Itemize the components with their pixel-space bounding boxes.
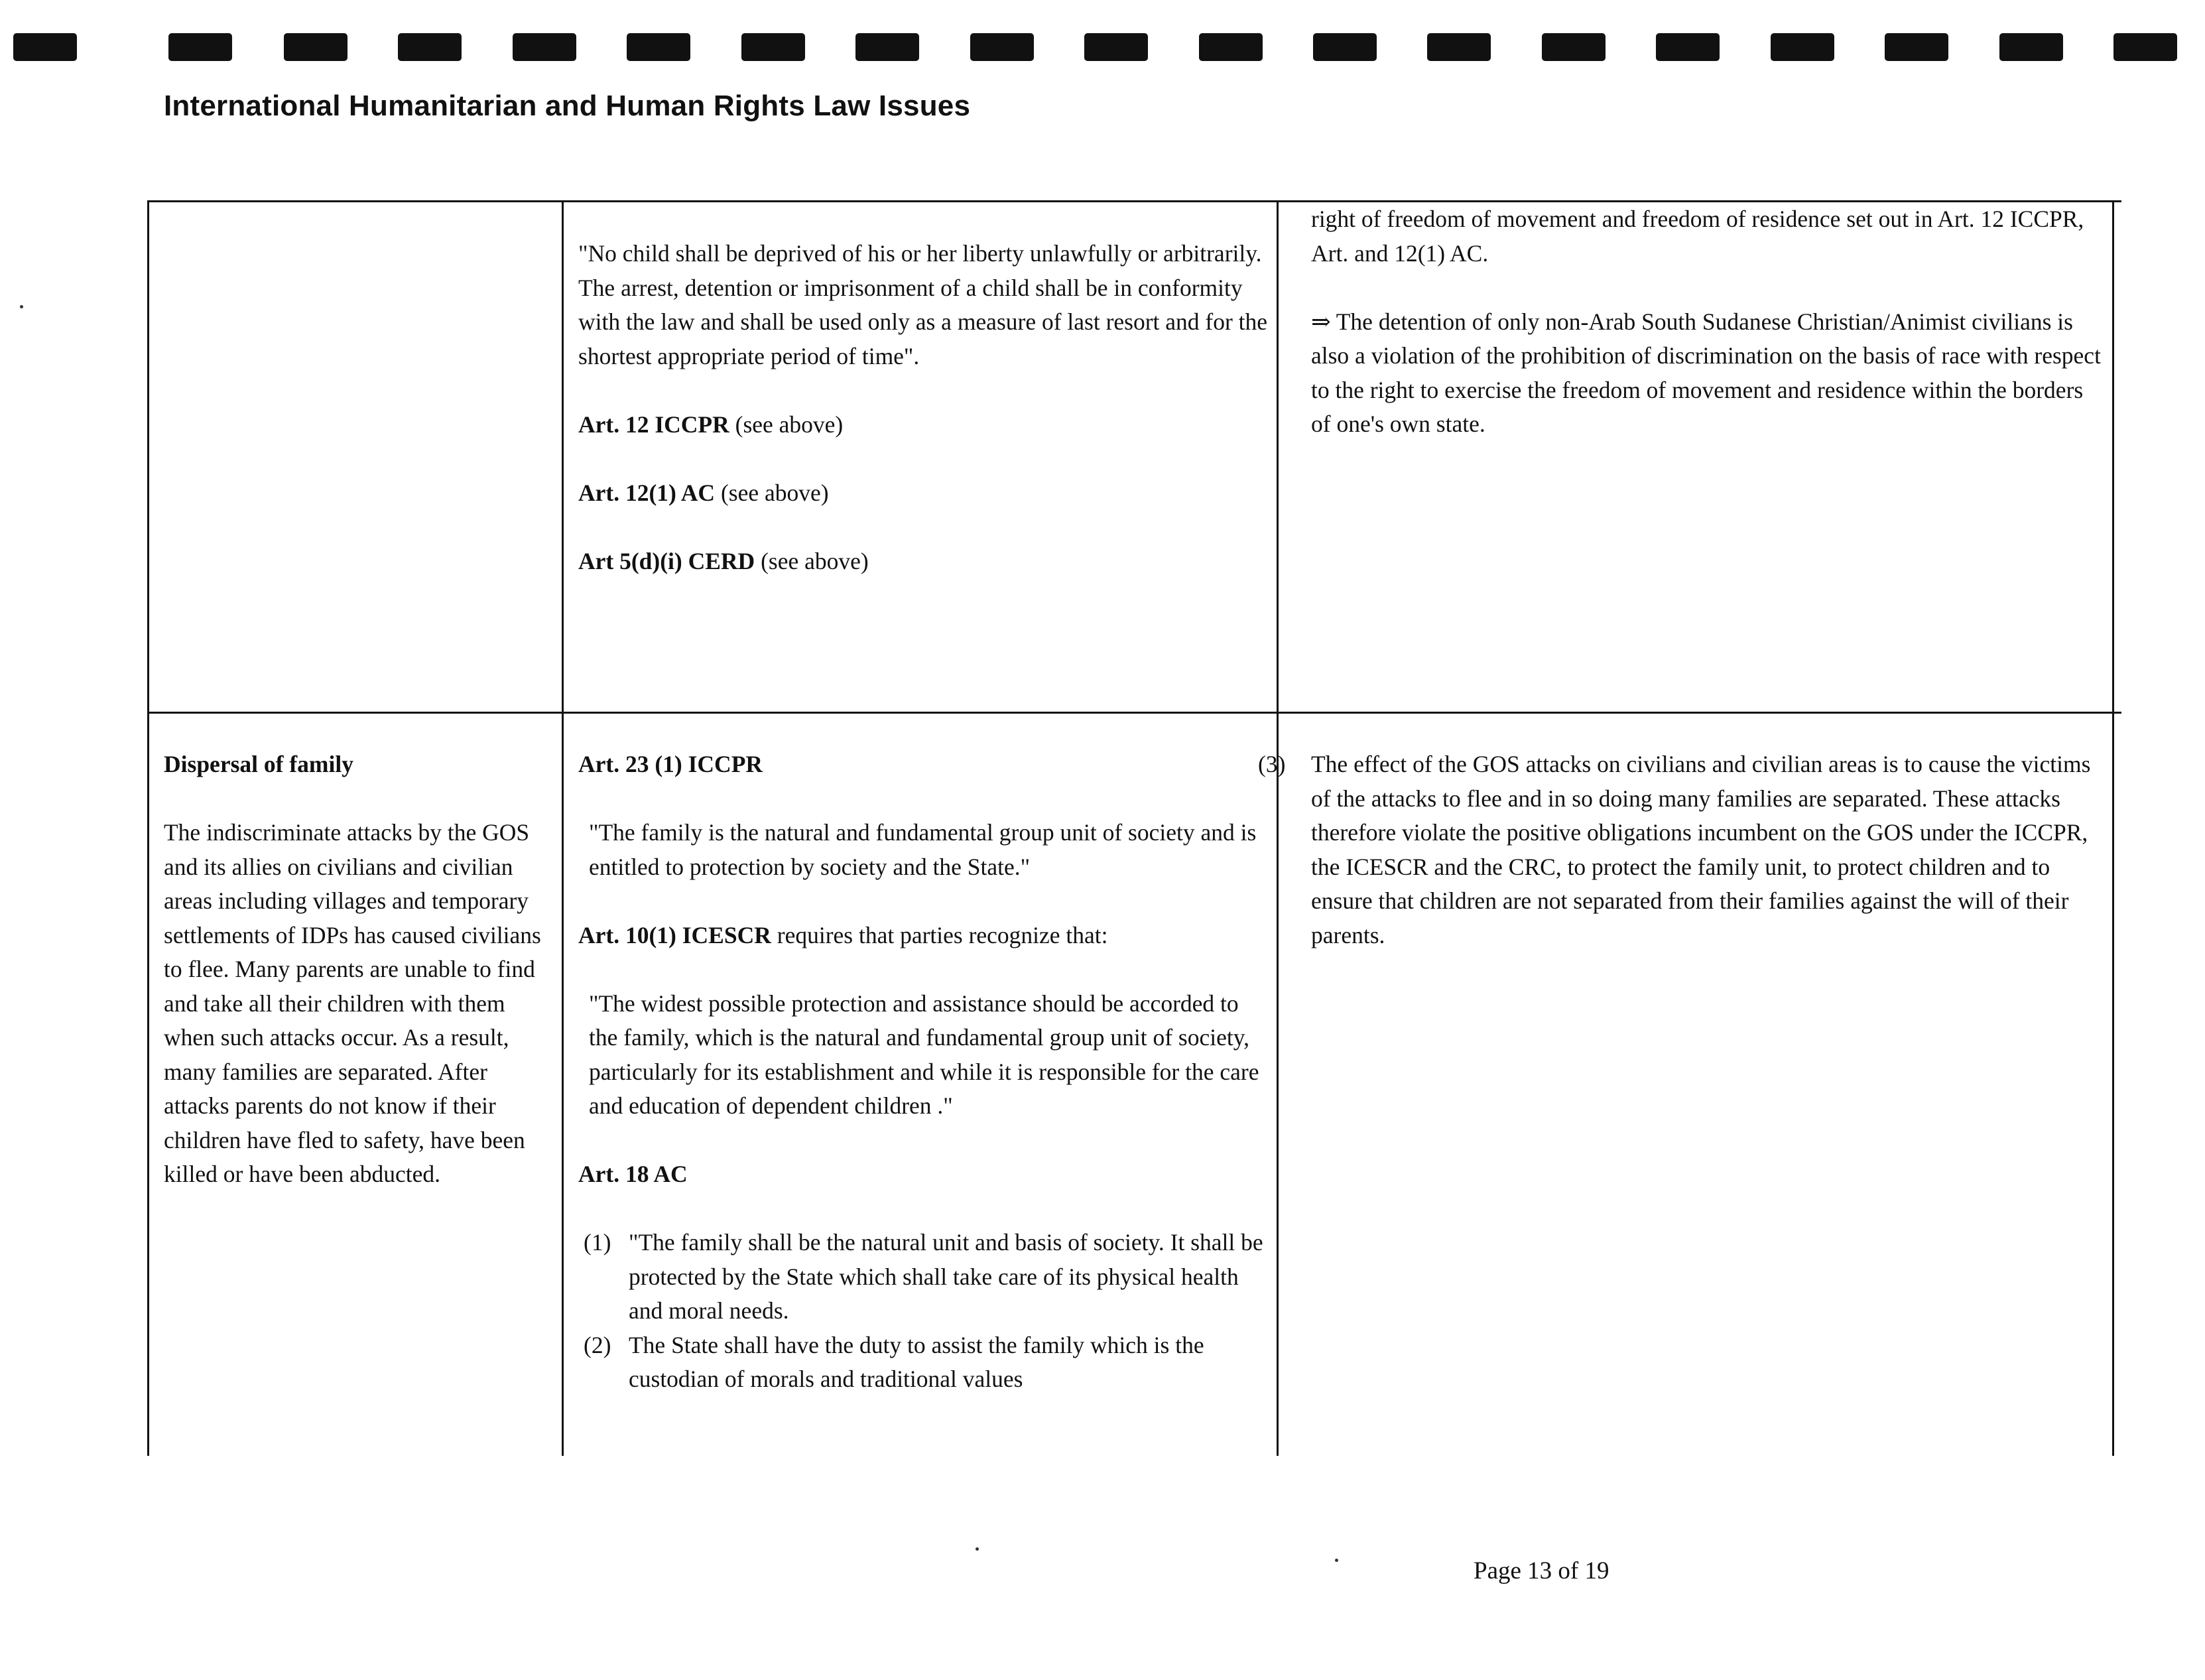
table-column-divider	[1277, 200, 1279, 1456]
border-dash	[513, 33, 576, 61]
border-dash	[168, 33, 232, 61]
border-dash	[398, 33, 462, 61]
legal-reference	[578, 476, 1268, 511]
quoted-provision: "The family is the natural and fundamental group unit of society and is entitled to protection by society and the State."	[589, 819, 1257, 880]
border-dash	[1771, 33, 1834, 61]
row1-provisions-cell	[578, 237, 1268, 578]
border-dash	[627, 33, 690, 61]
list-item-text: The State shall have the duty to assist the family which is the custodian of morals and traditional values	[629, 1331, 1204, 1392]
table-right-border	[2112, 200, 2114, 1456]
legal-reference	[578, 545, 1268, 579]
table-column-divider	[562, 200, 564, 1456]
analysis-text: The detention of only non-Arab South Sudanese Christian/Animist civilians is also a violation of the prohibition of discrimination on the basis of race with respect to the right to exercise the freedom of movement and residence within the borders of one's own state.	[1311, 308, 2101, 437]
analysis-text: right of freedom of movement and freedom of residence set out in Art. 12 ICCPR, Art. and 12(1) AC.	[1311, 206, 2084, 267]
border-dash	[1084, 33, 1148, 61]
border-dash	[13, 33, 77, 61]
legal-reference	[578, 408, 1268, 442]
reference-title: Art. 23 (1) ICCPR	[578, 751, 763, 777]
reference-note: (see above)	[735, 411, 844, 438]
arrow-right-icon: ⇒	[1311, 308, 1331, 335]
row1-analysis-cell	[1311, 202, 2104, 442]
border-dash	[1999, 33, 2063, 61]
point-number: (3)	[1258, 751, 1286, 777]
border-dash	[1656, 33, 1720, 61]
row2-analysis-cell	[1311, 747, 2104, 952]
list-item-number: (2)	[584, 1331, 611, 1358]
reference-title: Art. 18 AC	[578, 1161, 688, 1187]
quoted-provision: "No child shall be deprived of his or her liberty unlawfully or arbitrarily. The arrest, detention or imprisonment of a child shall be in conformity with the law and shall be used only as a measure of last resort and for the shortest appropriate period of time".	[578, 240, 1268, 369]
border-dash	[1313, 33, 1377, 61]
analysis-point	[1311, 305, 2104, 442]
border-dash	[855, 33, 919, 61]
reference-note: (see above)	[761, 547, 869, 574]
reference-note: (see above)	[720, 479, 829, 506]
reference-note: requires that parties recognize that:	[777, 921, 1108, 948]
scan-speck	[20, 305, 23, 308]
list-item-text: "The family shall be the natural unit and basis of society. It shall be protected by the State which shall take care of its physical health and moral needs.	[629, 1229, 1263, 1324]
quoted-provision: "The widest possible protection and assistance should be accorded to the family, which is the natural and fundamental group unit of society, particularly for its establishment and while it is responsible for the care and education of dependent children ."	[589, 990, 1259, 1119]
reference-title: Art 5(d)(i) CERD	[578, 547, 755, 574]
list-item	[578, 1226, 1268, 1328]
page-number: Page 13 of 19	[1474, 1557, 1609, 1584]
border-dash	[1542, 33, 1606, 61]
border-dash	[970, 33, 1034, 61]
issue-heading: Dispersal of family	[164, 751, 353, 777]
border-dash	[741, 33, 805, 61]
row2-provisions-cell	[578, 747, 1268, 1397]
reference-title: Art. 10(1) ICESCR	[578, 921, 771, 948]
page-title: International Humanitarian and Human Rights Law Issues	[164, 90, 971, 122]
list-item-number: (1)	[584, 1229, 611, 1256]
scan-speck	[976, 1547, 979, 1551]
border-dash	[1199, 33, 1263, 61]
scan-speck	[1335, 1559, 1338, 1562]
row2-issue-cell	[164, 747, 548, 1192]
table-row-divider	[147, 712, 2121, 714]
border-dash	[1427, 33, 1491, 61]
issue-description: The indiscriminate attacks by the GOS and its allies on civilians and civilian areas including villages and temporary settlements of IDPs has caused civilians to flee. Many parents are unable to find and take all their children with them when such attacks occur. As a result, many families are separated. After attacks parents do not know if their children have fled to safety, have been killed or have been abducted.	[164, 819, 541, 1187]
border-dash	[2113, 33, 2177, 61]
reference-title: Art. 12 ICCPR	[578, 411, 729, 438]
list-item	[578, 1328, 1268, 1397]
reference-title: Art. 12(1) AC	[578, 479, 716, 506]
analysis-text: The effect of the GOS attacks on civilians and civilian areas is to cause the victims of the attacks to flee and in so doing many families are separated. These attacks therefore violate the positive obligations incumbent on the GOS under the ICCPR, the ICESCR and the CRC, to protect the family unit, to protect children and to ensure that children are not separated from their families against the will of their parents.	[1311, 751, 2091, 948]
border-dash	[284, 33, 347, 61]
border-dash	[1885, 33, 1948, 61]
table-left-border	[147, 200, 149, 1456]
legal-reference	[578, 919, 1268, 953]
